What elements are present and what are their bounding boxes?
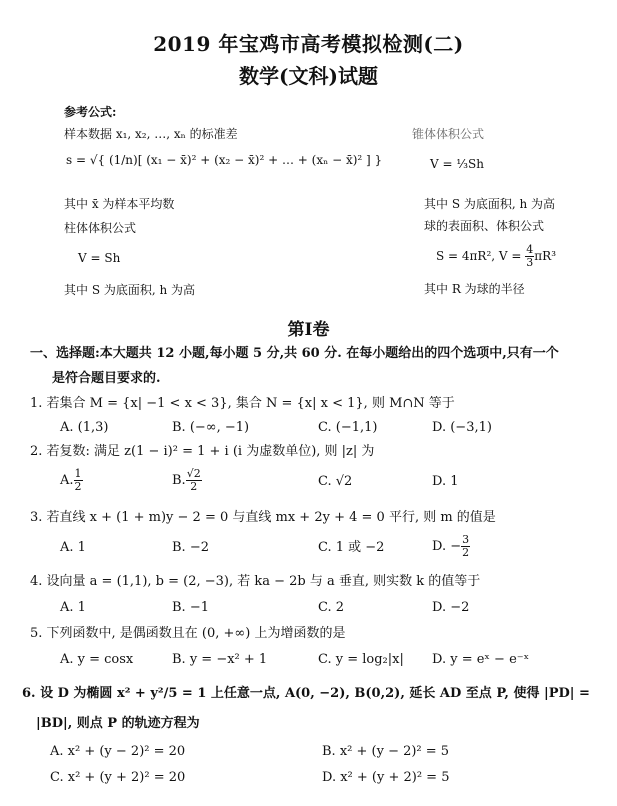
q2-option-a-denominator: 2	[74, 480, 82, 493]
q4-stem: 4. 设向量 a = (1,1), b = (2, −3), 若 ka − 2b 与 a 垂直, 则实数 k 的值等于	[30, 574, 481, 589]
q2-option-b-numerator: √2	[186, 467, 201, 480]
mean-note: 其中 x̄ 为样本平均数	[64, 197, 175, 211]
q5-option-a: A. y = cosx	[60, 652, 134, 667]
q5-option-d: D. y = eˣ − e⁻ˣ	[432, 652, 530, 667]
q3-option-b: B. −2	[172, 540, 209, 555]
q2-option-a-prefix: A.	[60, 473, 74, 488]
q6-option-b: B. x² + (y − 2)² = 5	[322, 744, 450, 759]
q3-option-a: A. 1	[60, 540, 86, 555]
q1-stem: 1. 若集合 M = {x| −1 < x < 3}, 集合 N = {x| x < 1}, 则 M∩N 等于	[30, 396, 455, 411]
q4-option-c: C. 2	[318, 600, 345, 615]
q2-option-d: D. 1	[432, 474, 459, 489]
q1-option-c: C. (−1,1)	[318, 420, 378, 435]
exam-subtitle: 数学(文科)试题	[239, 64, 378, 88]
sphere-note: 其中 R 为球的半径	[424, 282, 525, 296]
q2-option-a-numerator: 1	[74, 467, 82, 480]
q2-option-b-denominator: 2	[190, 480, 198, 493]
q3-option-d-denominator: 2	[462, 546, 470, 559]
sphere-volume-suffix: πR³	[534, 249, 557, 263]
sphere-volume-numerator: 4	[526, 243, 534, 256]
q4-option-d: D. −2	[432, 600, 470, 615]
q6-option-a: A. x² + (y − 2)² = 20	[50, 744, 186, 759]
section-title: 第Ⅰ卷	[287, 320, 330, 340]
q6-stem-line-2: |BD|, 则点 P 的轨迹方程为	[36, 716, 200, 731]
cone-note: 其中 S 为底面积, h 为高	[424, 197, 556, 211]
q3-option-d	[432, 534, 470, 559]
section-instruction-2: 是符合题目要求的.	[52, 371, 161, 386]
sphere-formula	[436, 244, 556, 269]
q2-option-b-fraction	[186, 468, 202, 493]
q2-option-b	[172, 468, 202, 493]
q1-option-b: B. (−∞, −1)	[172, 420, 250, 435]
q6-option-c: C. x² + (y + 2)² = 20	[50, 770, 186, 785]
q3-option-d-numerator: 3	[462, 533, 470, 546]
q4-option-b: B. −1	[172, 600, 209, 615]
formulas-heading: 参考公式:	[64, 105, 117, 119]
std-dev-label: 样本数据 x₁, x₂, …, xₙ 的标准差	[64, 127, 238, 141]
exam-title: 2019 年宝鸡市高考模拟检测(二)	[153, 32, 464, 56]
q3-option-d-fraction	[461, 534, 470, 559]
q3-option-d-prefix: D. −	[432, 539, 462, 554]
q3-option-c: C. 1 或 −2	[318, 540, 385, 555]
q2-option-a	[60, 468, 83, 493]
q2-stem: 2. 若复数: 满足 z(1 − i)² = 1 + i (i 为虚数单位), 则 |z| 为	[30, 444, 375, 459]
q6-option-d: D. x² + (y + 2)² = 5	[322, 770, 450, 785]
sphere-volume-prefix: , V =	[491, 249, 522, 263]
q2-option-a-fraction	[74, 468, 83, 493]
q2-option-c: C. √2	[318, 474, 353, 489]
q6-stem-line-1: 6. 设 D 为椭圆 x² + y²/5 = 1 上任意一点, A(0, −2), B(0,2), 延长 AD 至点 P, 使得 |PD| =	[22, 686, 590, 701]
sphere-surface-formula: S = 4πR²	[436, 249, 492, 263]
q2-option-b-prefix: B.	[172, 473, 186, 488]
q3-stem: 3. 若直线 x + (1 + m)y − 2 = 0 与直线 mx + 2y + 4 = 0 平行, 则 m 的值是	[30, 510, 496, 525]
q1-option-a: A. (1,3)	[60, 420, 109, 435]
prism-note: 其中 S 为底面积, h 为高	[64, 283, 196, 297]
q1-option-d: D. (−3,1)	[432, 420, 492, 435]
prism-label: 柱体体积公式	[64, 221, 137, 235]
sphere-volume-fraction	[525, 244, 534, 269]
q4-option-a: A. 1	[60, 600, 86, 615]
sphere-label: 球的表面积、体积公式	[424, 219, 545, 233]
std-dev-formula: s = √{ (1/n)[ (x₁ − x̄)² + (x₂ − x̄)² + … + (xₙ − x̄)² ] }	[66, 153, 383, 167]
sphere-volume-denominator: 3	[526, 256, 534, 269]
prism-formula: V = Sh	[78, 251, 121, 265]
q5-option-c: C. y = log₂|x|	[318, 652, 404, 667]
cone-formula: V = ⅓Sh	[430, 157, 484, 171]
q5-stem: 5. 下列函数中, 是偶函数且在 (0, +∞) 上为增函数的是	[30, 626, 346, 641]
cone-label: 锥体体积公式	[412, 127, 485, 141]
section-instruction-1: 一、选择题:本大题共 12 小题,每小题 5 分,共 60 分. 在每小题给出的四个选项中,只有一个	[30, 346, 559, 361]
q5-option-b: B. y = −x² + 1	[172, 652, 268, 667]
